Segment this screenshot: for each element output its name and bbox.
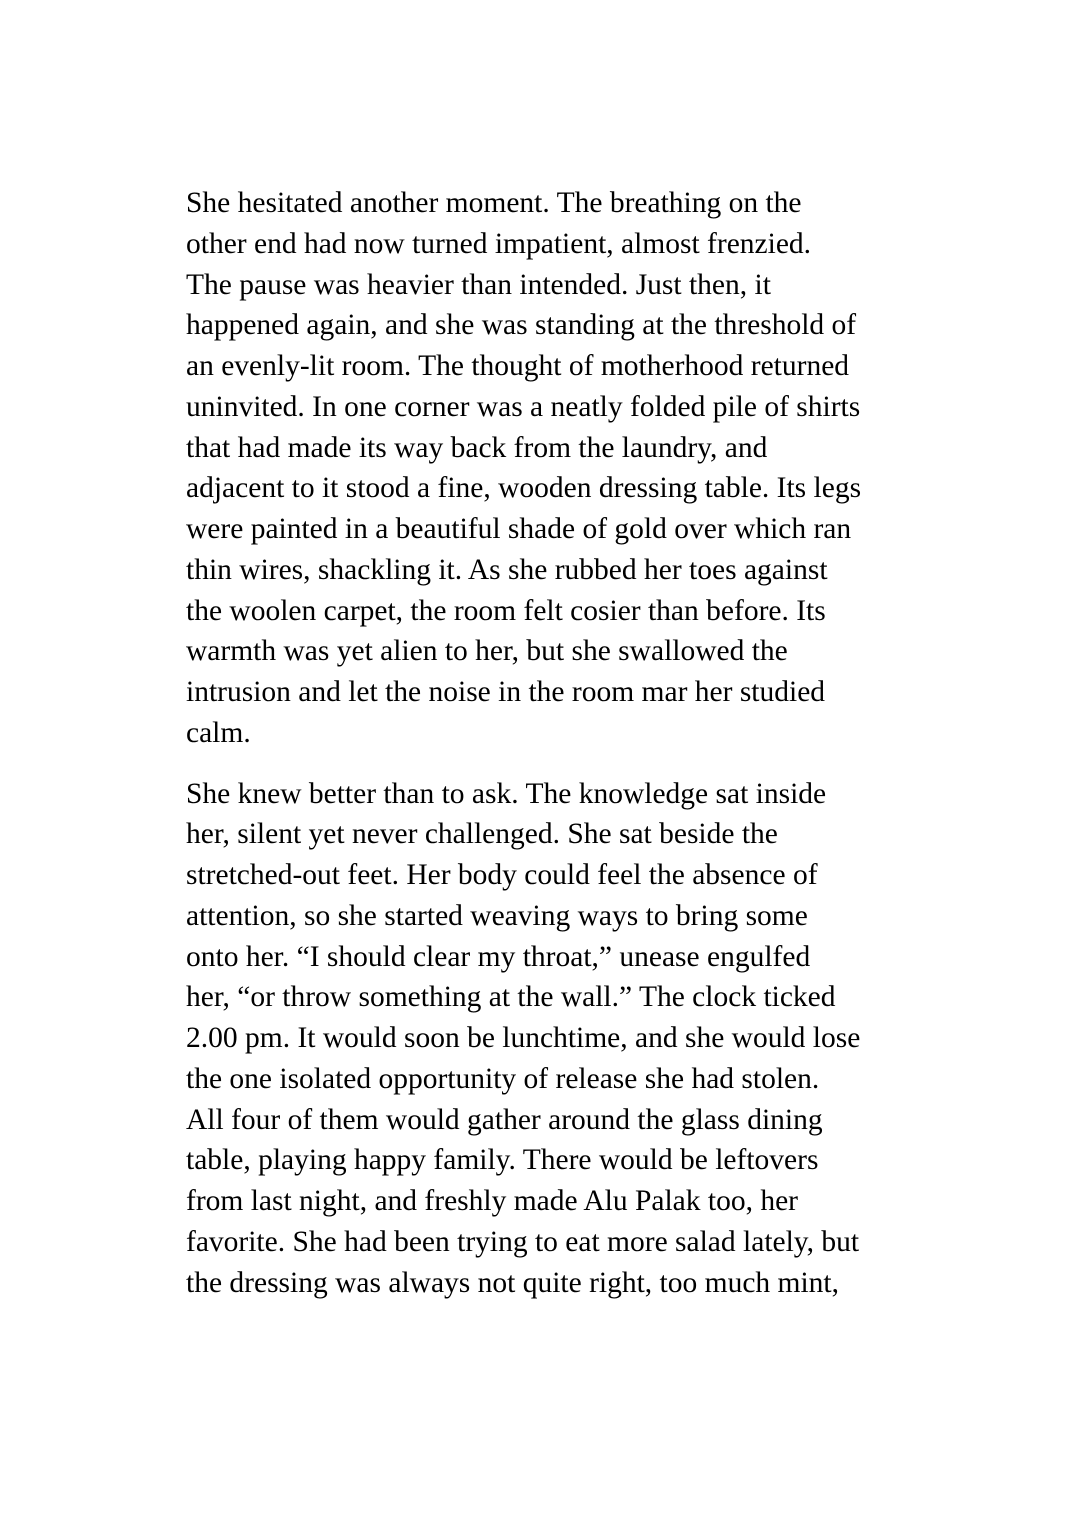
text-line: favorite. She had been trying to eat more salad lately, but [186,1225,860,1258]
text-line: the woolen carpet, the room felt cosier than before. Its [186,594,826,627]
text-line: her, silent yet never challenged. She sat beside the [186,818,778,851]
body-text [186,183,906,1323]
text-line: that had made its way back from the laundry, and [186,431,768,464]
text-line: from last night, and freshly made Alu Palak too, her [186,1185,798,1217]
text-line: The pause was heavier than intended. Just then, it [186,268,771,301]
text-line: 2.00 pm. It would soon be lunchtime, and she would lose [186,1022,861,1054]
text-line: onto her. “I should clear my throat,” unease engulfed [186,940,811,973]
text-line: adjacent to it stood a fine, wooden dressing table. Its legs [186,472,862,505]
paragraph-1 [186,183,906,754]
text-line: the one isolated opportunity of release she had stolen. [186,1062,820,1095]
text-line: the dressing was always not quite right, too much mint, [186,1266,840,1299]
text-line: thin wires, shackling it. As she rubbed her toes against [186,553,828,586]
text-line: an evenly-lit room. The thought of motherhood returned [186,350,850,382]
paragraph-2 [186,774,906,1304]
text-line: table, playing happy family. There would be leftovers [186,1144,819,1177]
text-line: warmth was yet alien to her, but she swallowed the [186,635,788,668]
text-line: All four of them would gather around the glass dining [186,1103,823,1136]
text-line: calm. [186,716,251,749]
text-line: other end had now turned impatient, almost frenzied. [186,227,812,260]
text-line: She knew better than to ask. The knowledge sat inside [186,777,827,810]
text-line: uninvited. In one corner was a neatly folded pile of shirts [186,390,861,423]
text-line: stretched-out feet. Her body could feel the absence of [186,859,818,891]
text-line: intrusion and let the noise in the room mar her studied [186,676,826,708]
text-line: She hesitated another moment. The breathing on the [186,187,802,219]
text-line: were painted in a beautiful shade of gold over which ran [186,513,852,545]
text-line: her, “or throw something at the wall.” The clock ticked [186,981,836,1014]
text-line: attention, so she started weaving ways to bring some [186,899,808,932]
text-line: happened again, and she was standing at the threshold of [186,309,857,342]
